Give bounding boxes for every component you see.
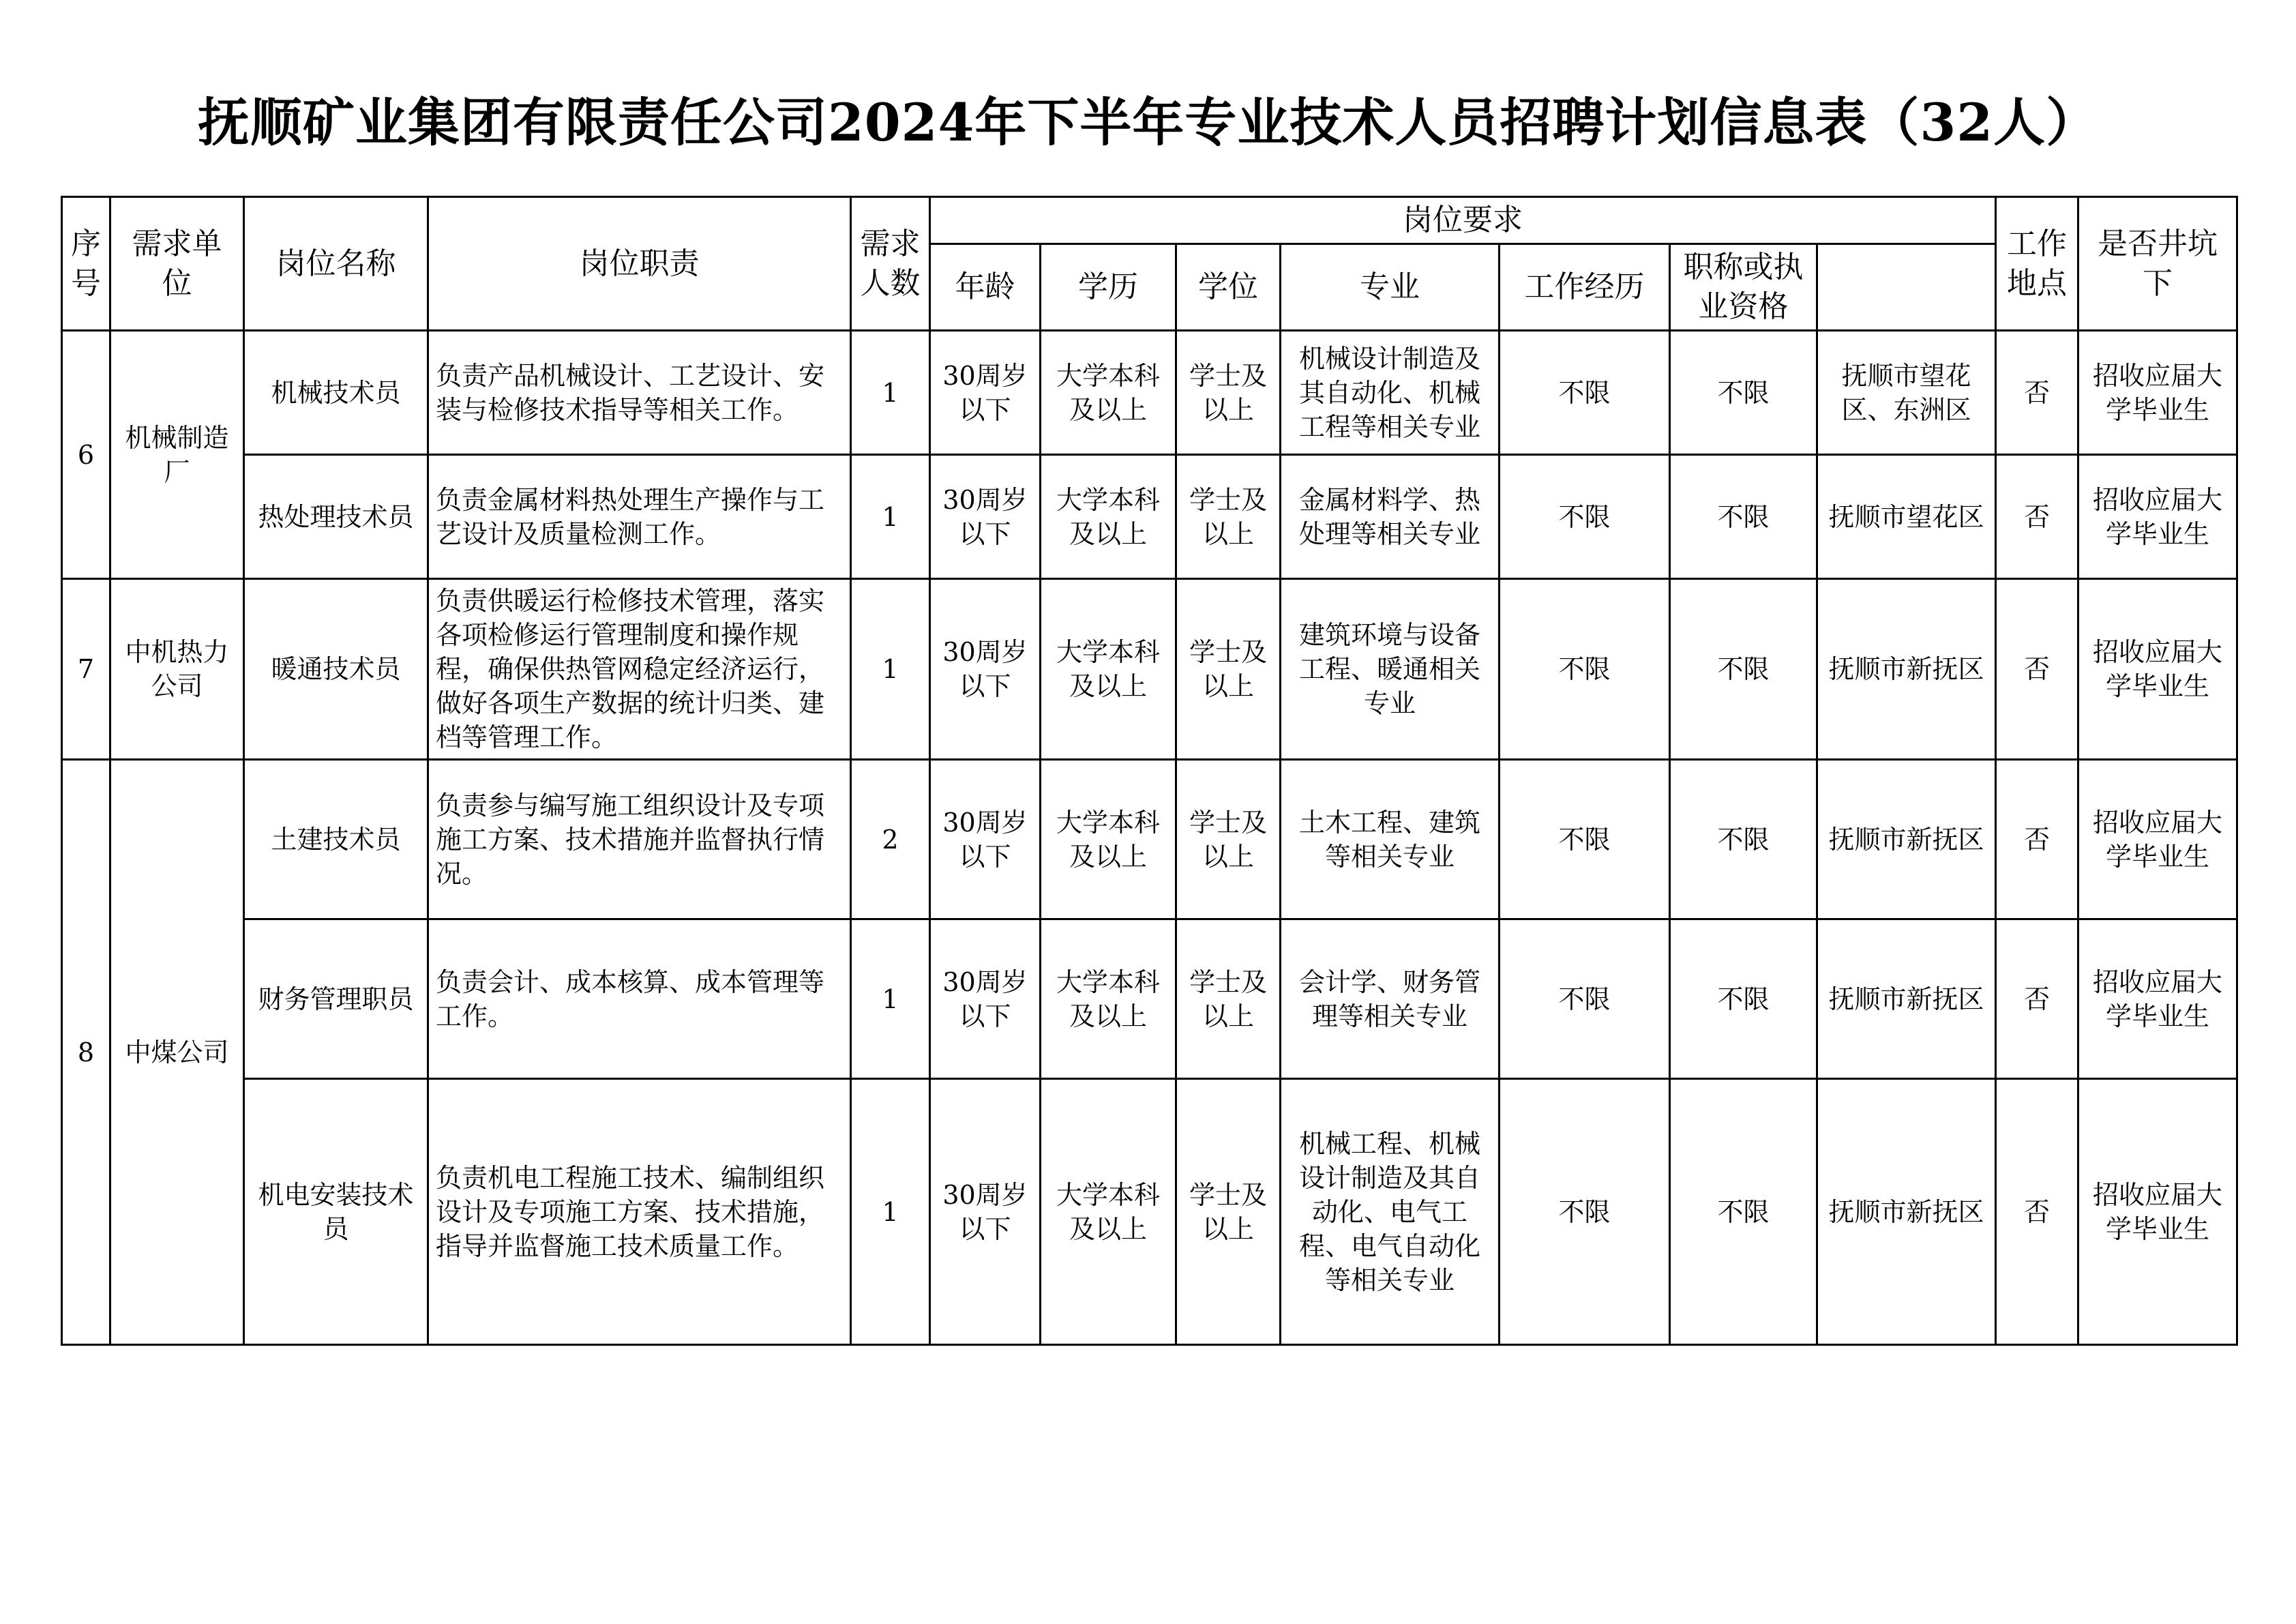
header-major: 专业 <box>1281 244 1500 331</box>
header-count: 需求人数 <box>851 197 930 331</box>
post-duty: 负责参与编写施工组织设计及专项施工方案、技术措施并监督执行情况。 <box>428 760 851 919</box>
post-education: 大学本科及以上 <box>1041 579 1176 760</box>
post-location: 抚顺市望花区 <box>1817 455 1996 579</box>
post-count: 1 <box>851 331 930 455</box>
post-degree: 学士及以上 <box>1176 331 1281 455</box>
post-age: 30周岁以下 <box>930 331 1041 455</box>
group-seq: 8 <box>62 760 110 1345</box>
header-location: 工作地点 <box>1996 197 2078 331</box>
table-row <box>62 1079 2237 1345</box>
header-post-name: 岗位名称 <box>244 197 428 331</box>
recruitment-table <box>61 196 2238 1346</box>
post-major: 土木工程、建筑等相关专业 <box>1281 760 1500 919</box>
group-unit: 中机热力公司 <box>110 579 244 760</box>
post-major: 会计学、财务管理等相关专业 <box>1281 919 1500 1079</box>
post-duty: 负责供暖运行检修技术管理，落实各项检修运行管理制度和操作规程，确保供热管网稳定经济运行，做好各项生产数据的统计归类、建档等管理工作。 <box>428 579 851 760</box>
post-experience: 不限 <box>1500 760 1670 919</box>
post-location: 抚顺市新抚区 <box>1817 760 1996 919</box>
table-row <box>62 455 2237 579</box>
post-major: 机械工程、机械设计制造及其自动化、电气工程、电气自动化等相关专业 <box>1281 1079 1500 1345</box>
post-age: 30周岁以下 <box>930 455 1041 579</box>
post-name: 机电安装技术员 <box>244 1079 428 1345</box>
post-education: 大学本科及以上 <box>1041 1079 1176 1345</box>
post-experience: 不限 <box>1500 331 1670 455</box>
header-duty: 岗位职责 <box>428 197 851 331</box>
table-row <box>62 331 2237 455</box>
header-seq: 序号 <box>62 197 110 331</box>
post-remark: 招收应届大学毕业生 <box>2078 760 2237 919</box>
table-row <box>62 579 2237 760</box>
post-count: 2 <box>851 760 930 919</box>
group-unit: 中煤公司 <box>110 760 244 1345</box>
post-title-qual: 不限 <box>1670 919 1817 1079</box>
table-row <box>62 919 2237 1079</box>
post-name: 财务管理职员 <box>244 919 428 1079</box>
post-degree: 学士及以上 <box>1176 1079 1281 1345</box>
header-education: 学历 <box>1041 244 1176 331</box>
post-age: 30周岁以下 <box>930 760 1041 919</box>
group-seq: 7 <box>62 579 110 760</box>
post-underground: 否 <box>1996 331 2078 455</box>
page-title: 抚顺矿业集团有限责任公司2024年下半年专业技术人员招聘计划信息表（32人） <box>197 92 2099 153</box>
post-duty: 负责产品机械设计、工艺设计、安装与检修技术指导等相关工作。 <box>428 331 851 455</box>
post-title-qual: 不限 <box>1670 579 1817 760</box>
post-experience: 不限 <box>1500 455 1670 579</box>
post-duty: 负责会计、成本核算、成本管理等工作。 <box>428 919 851 1079</box>
post-degree: 学士及以上 <box>1176 919 1281 1079</box>
header-experience: 工作经历 <box>1500 244 1670 331</box>
post-education: 大学本科及以上 <box>1041 455 1176 579</box>
post-title-qual: 不限 <box>1670 331 1817 455</box>
table-row <box>62 760 2237 919</box>
post-count: 1 <box>851 579 930 760</box>
post-count: 1 <box>851 919 930 1079</box>
post-name: 热处理技术员 <box>244 455 428 579</box>
post-location: 抚顺市望花区、东洲区 <box>1817 331 1996 455</box>
post-underground: 否 <box>1996 579 2078 760</box>
post-title-qual: 不限 <box>1670 1079 1817 1345</box>
header-title-qual: 职称或执业资格 <box>1670 244 1817 331</box>
header-requirements: 岗位要求 <box>930 197 1996 244</box>
post-name: 机械技术员 <box>244 331 428 455</box>
post-duty: 负责金属材料热处理生产操作与工艺设计及质量检测工作。 <box>428 455 851 579</box>
post-duty: 负责机电工程施工技术、编制组织设计及专项施工方案、技术措施，指导并监督施工技术质量工作。 <box>428 1079 851 1345</box>
post-experience: 不限 <box>1500 579 1670 760</box>
post-remark: 招收应届大学毕业生 <box>2078 579 2237 760</box>
header-age: 年龄 <box>930 244 1041 331</box>
post-name: 暖通技术员 <box>244 579 428 760</box>
header-underground: 是否井坑下 <box>2078 197 2237 331</box>
post-age: 30周岁以下 <box>930 919 1041 1079</box>
post-count: 1 <box>851 1079 930 1345</box>
header-unit: 需求单位 <box>110 197 244 331</box>
post-title-qual: 不限 <box>1670 455 1817 579</box>
post-education: 大学本科及以上 <box>1041 331 1176 455</box>
post-name: 土建技术员 <box>244 760 428 919</box>
post-location: 抚顺市新抚区 <box>1817 919 1996 1079</box>
post-degree: 学士及以上 <box>1176 455 1281 579</box>
post-experience: 不限 <box>1500 919 1670 1079</box>
post-underground: 否 <box>1996 760 2078 919</box>
post-title-qual: 不限 <box>1670 760 1817 919</box>
post-remark: 招收应届大学毕业生 <box>2078 919 2237 1079</box>
post-education: 大学本科及以上 <box>1041 919 1176 1079</box>
post-major: 机械设计制造及其自动化、机械工程等相关专业 <box>1281 331 1500 455</box>
post-experience: 不限 <box>1500 1079 1670 1345</box>
post-remark: 招收应届大学毕业生 <box>2078 331 2237 455</box>
post-major: 建筑环境与设备工程、暖通相关专业 <box>1281 579 1500 760</box>
post-underground: 否 <box>1996 455 2078 579</box>
post-underground: 否 <box>1996 919 2078 1079</box>
header-degree: 学位 <box>1176 244 1281 331</box>
post-degree: 学士及以上 <box>1176 579 1281 760</box>
post-count: 1 <box>851 455 930 579</box>
post-degree: 学士及以上 <box>1176 760 1281 919</box>
group-seq: 6 <box>62 331 110 579</box>
post-remark: 招收应届大学毕业生 <box>2078 455 2237 579</box>
group-unit: 机械制造厂 <box>110 331 244 579</box>
post-age: 30周岁以下 <box>930 1079 1041 1345</box>
post-location: 抚顺市新抚区 <box>1817 579 1996 760</box>
post-underground: 否 <box>1996 1079 2078 1345</box>
post-location: 抚顺市新抚区 <box>1817 1079 1996 1345</box>
post-remark: 招收应届大学毕业生 <box>2078 1079 2237 1345</box>
post-age: 30周岁以下 <box>930 579 1041 760</box>
post-education: 大学本科及以上 <box>1041 760 1176 919</box>
post-major: 金属材料学、热处理等相关专业 <box>1281 455 1500 579</box>
